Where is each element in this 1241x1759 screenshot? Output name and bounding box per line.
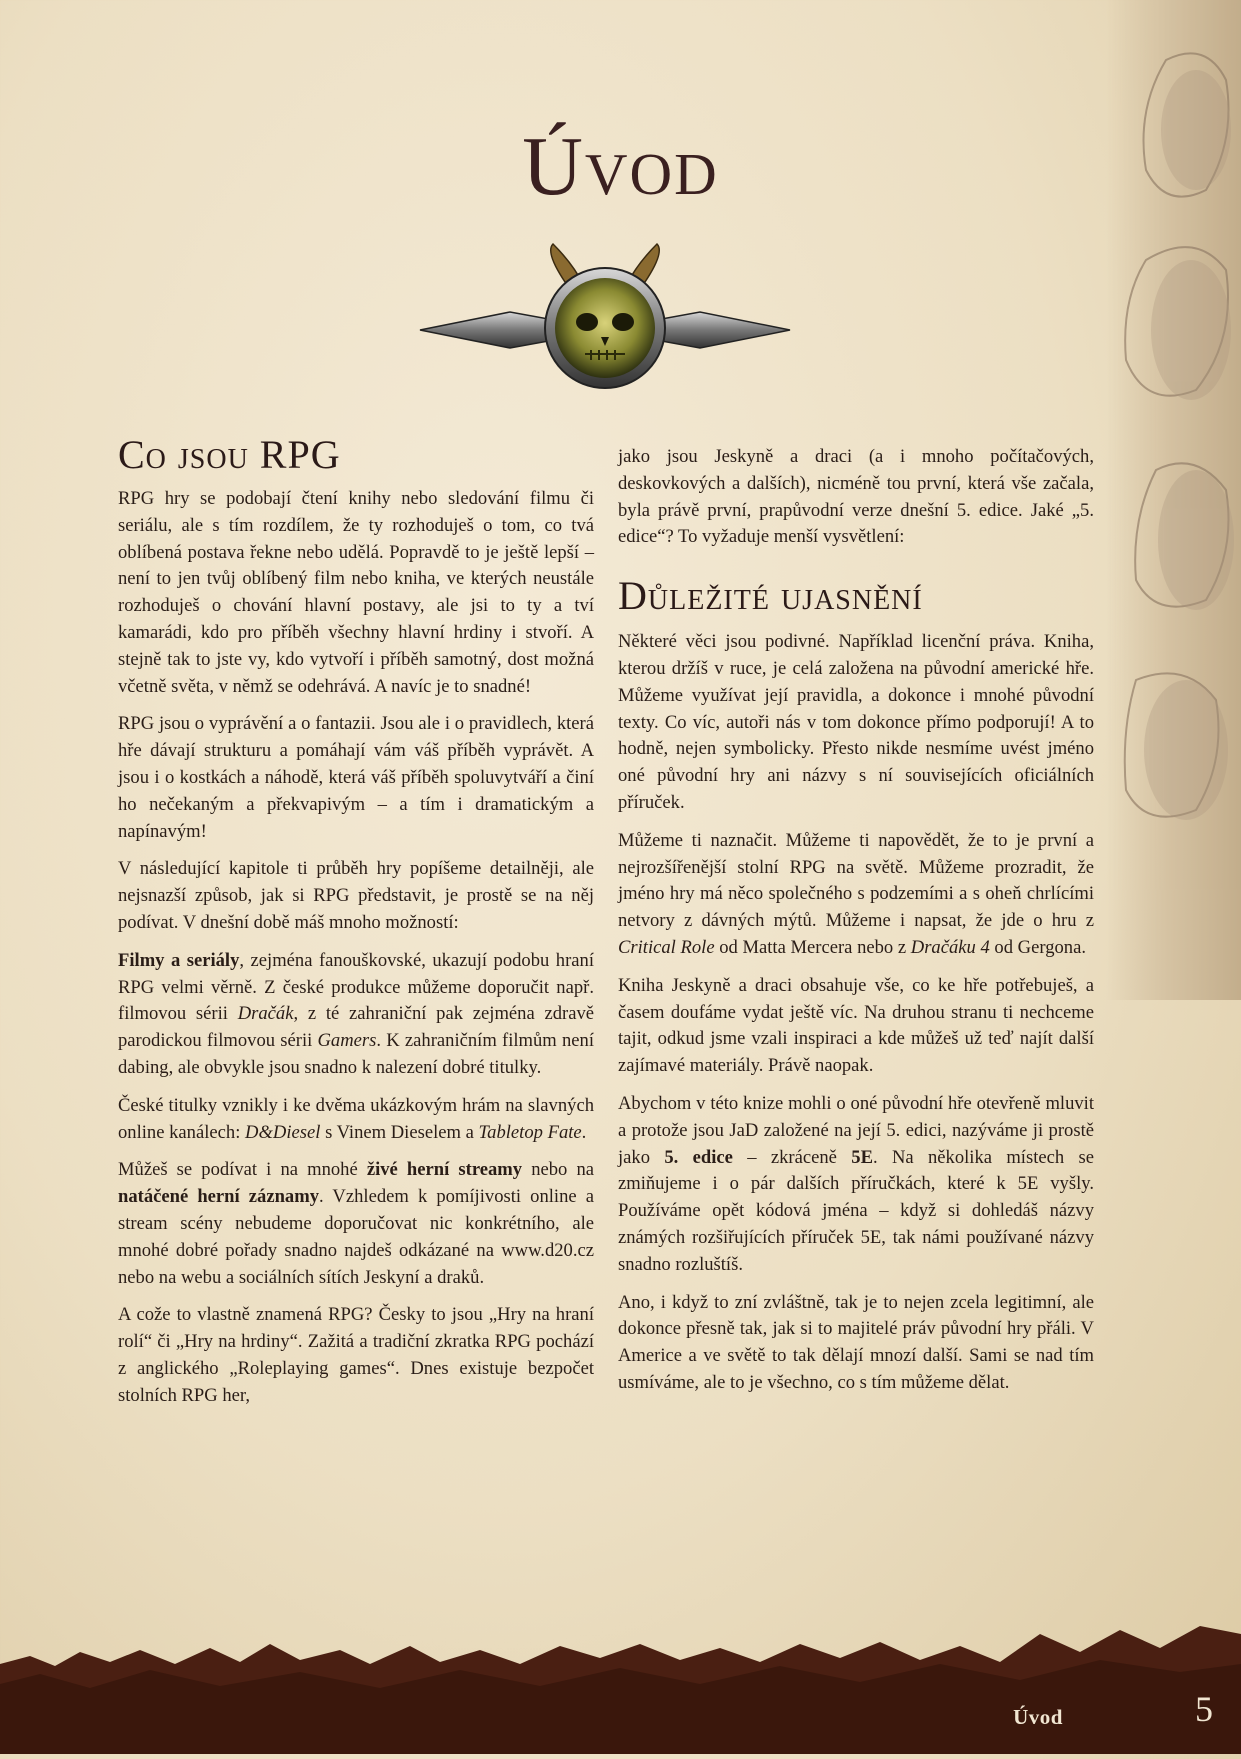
text: od Gergona.	[989, 936, 1087, 958]
skull-emblem-icon	[415, 242, 795, 392]
italic-text: Tabletop Fate	[478, 1121, 582, 1143]
paragraph	[618, 828, 1094, 962]
text: . Vzhledem k pomíjivosti online a stream scény nebudeme doporučovat nic konkrétního, ale mnohé dobré pořady snadno najdeš odkázané na www.d20.cz nebo na webu a sociálních sítích Jeskyní a draků.	[118, 1186, 594, 1288]
italic-text: Dračák	[237, 1003, 294, 1025]
bold-text: natáčené herní záznamy	[118, 1186, 320, 1208]
text: . K zahraničním filmům není dabing, ale obvykle jsou snadno k nalezení dobré titulky.	[118, 1030, 594, 1078]
section-heading-dulezite-ujasneni: Důležité ujasnění	[618, 573, 923, 619]
bold-text: 5E	[851, 1146, 873, 1168]
italic-text: D&Diesel	[245, 1121, 321, 1143]
paragraph-continued: jako jsou Jeskyně a draci (a i mnoho počítačových, deskovkových a dalších), nicméně tou první, která vše začala, byla právě první, prapůvodní verze dnešní 5. edice. Jaké „5. edice“? To vyžaduje menší vysvětlení:	[618, 446, 1094, 548]
text: Abychom v této knize mohli o oné původní hře otevřeně mluvit a protože jsou JaD založené na její 5. edici, nazýváme ji prostě jako	[618, 1092, 1094, 1168]
paragraph	[118, 1157, 594, 1291]
text: České titulky vznikly i ke dvěma ukázkovým hrám na slavných online kanálech:	[118, 1094, 594, 1143]
paragraph	[118, 1093, 594, 1147]
text: s Vinem Dieselem a	[320, 1121, 479, 1143]
bold-text: 5. edice	[664, 1146, 733, 1168]
text: Můžeš se podívat i na mnohé	[118, 1159, 367, 1181]
footer-chapter-title: Úvod	[1013, 1705, 1063, 1729]
italic-text: Critical Role	[618, 936, 715, 958]
paragraph	[118, 948, 594, 1082]
paragraph	[618, 1091, 1094, 1279]
page-title: Úvod	[522, 120, 719, 213]
paragraph: Kniha Jeskyně a draci obsahuje vše, co ke hře potřebuješ, a časem doufáme vydat ještě víc. Na druhou stranu ti nechceme tajit, odkud jsme vzali inspiraci a kde můžeš už teď najít další zajímavé materiály. Právě naopak.	[618, 974, 1094, 1077]
section-heading-co-jsou-rpg: Co jsou RPG	[118, 432, 341, 477]
paragraph: V následující kapitole ti průběh hry popíšeme detailněji, ale nejsnazší způsob, jak si RPG představit, je prostě se na něj podívat. V dnešní době máš mnoho možností:	[118, 858, 594, 933]
text: , z té zahraniční pak zejména zdravě parodickou filmovou sérii	[118, 1003, 595, 1052]
left-column	[118, 432, 594, 1421]
paragraph: RPG hry se podobají čtení knihy nebo sledování filmu či seriálu, ale s tím rozdílem, že ty rozhoduješ o tom, co tvá oblíbená postava řekne nebo udělá. Popravdě to je ještě lepší – není to jen tvůj oblíbený film nebo kniha, ve kterých neustále rozhoduješ o chování hlavní postavy, ale jsi to ty a tví kamarádi, kdo pro příběh všechny hlavní hrdiny i stvoří. A stejně tak to jste vy, kdo vytvoří i příběh samotný, dost možná včetně světa, v němž se odehrává. A navíc je to snadné!	[118, 488, 594, 697]
bold-text: živé herní streamy	[366, 1159, 523, 1181]
paragraph: Ano, i když to zní zvláštně, tak je to nejen zcela legitimní, ale dokonce přesně tak, jak si to majitelé práv původní hry přáli. V Americe a ve světě to tak dělají mnozí další. Sami se nad tím usmíváme, ale to je všechno, co s tím můžeme dělat.	[618, 1291, 1094, 1393]
paragraph: A cože to vlastně znamená RPG? Česky to jsou „Hry na hraní rolí“ či „Hry na hrdiny“. Zažitá a tradiční zkratka RPG pochází z anglického „Roleplaying games“. Dnes existuje bezpočet stolních RPG her,	[118, 1304, 594, 1406]
italic-text: Dračáku 4	[910, 936, 990, 958]
right-column	[618, 444, 1094, 1408]
text: , zejména fanouškovské, ukazují podobu hraní RPG velmi věrně. Z české produkce můžeme doporučit např. filmovou sérii	[118, 949, 594, 1025]
footer-band	[0, 1604, 1241, 1754]
page-number: 5	[1195, 1689, 1213, 1729]
text: od Matta Mercera nebo z	[714, 936, 911, 958]
bold-text: Filmy a seriály	[118, 949, 240, 971]
text: – zkráceně	[732, 1146, 852, 1168]
text: . Na několika místech se zmiňujeme i o pár dalších příručkách, které k 5E vyšly. Používáme opět kódová jména – když si dohledáš názvy známých rozšiřujících příruček 5E, tak námi používané názvy snadno rozluštíš.	[618, 1146, 1094, 1275]
paragraph: RPG jsou o vyprávění a o fantazii. Jsou ale i o pravidlech, která hře dávají strukturu a pomáhají vám váš příběh vyprávět. A jsou i o kostkách a náhodě, která váš příběh spoluvytváří a činí ho nečekaným a překvapivým – a tím i dramatickým a napínavým!	[118, 713, 594, 842]
paragraph: Některé věci jsou podivné. Například licenční práva. Kniha, kterou držíš v ruce, je celá založena na původní americké hře. Můžeme využívat její pravidla, a dokonce i mnohé původní texty. Co víc, autoři nás v tom dokonce přímo podporují! A to hodně, nejen symbolicky. Přesto nikde nesmíme uvést jméno oné původní hry ani názvy s ní souvisejících oficiálních příruček.	[618, 631, 1094, 813]
italic-text: Gamers	[317, 1030, 377, 1052]
text: Můžeme ti naznačit. Můžeme ti napovědět, že to je první a nejrozšířenější stolní RPG na světě. Můžeme prozradit, že jméno hry má něco společného s podzemími a s oheň chrlícími netvory z dávných mýtů. Můžeme i napsat, že jde o hru z	[618, 829, 1094, 932]
text: .	[581, 1121, 587, 1143]
text: nebo na	[522, 1159, 594, 1181]
